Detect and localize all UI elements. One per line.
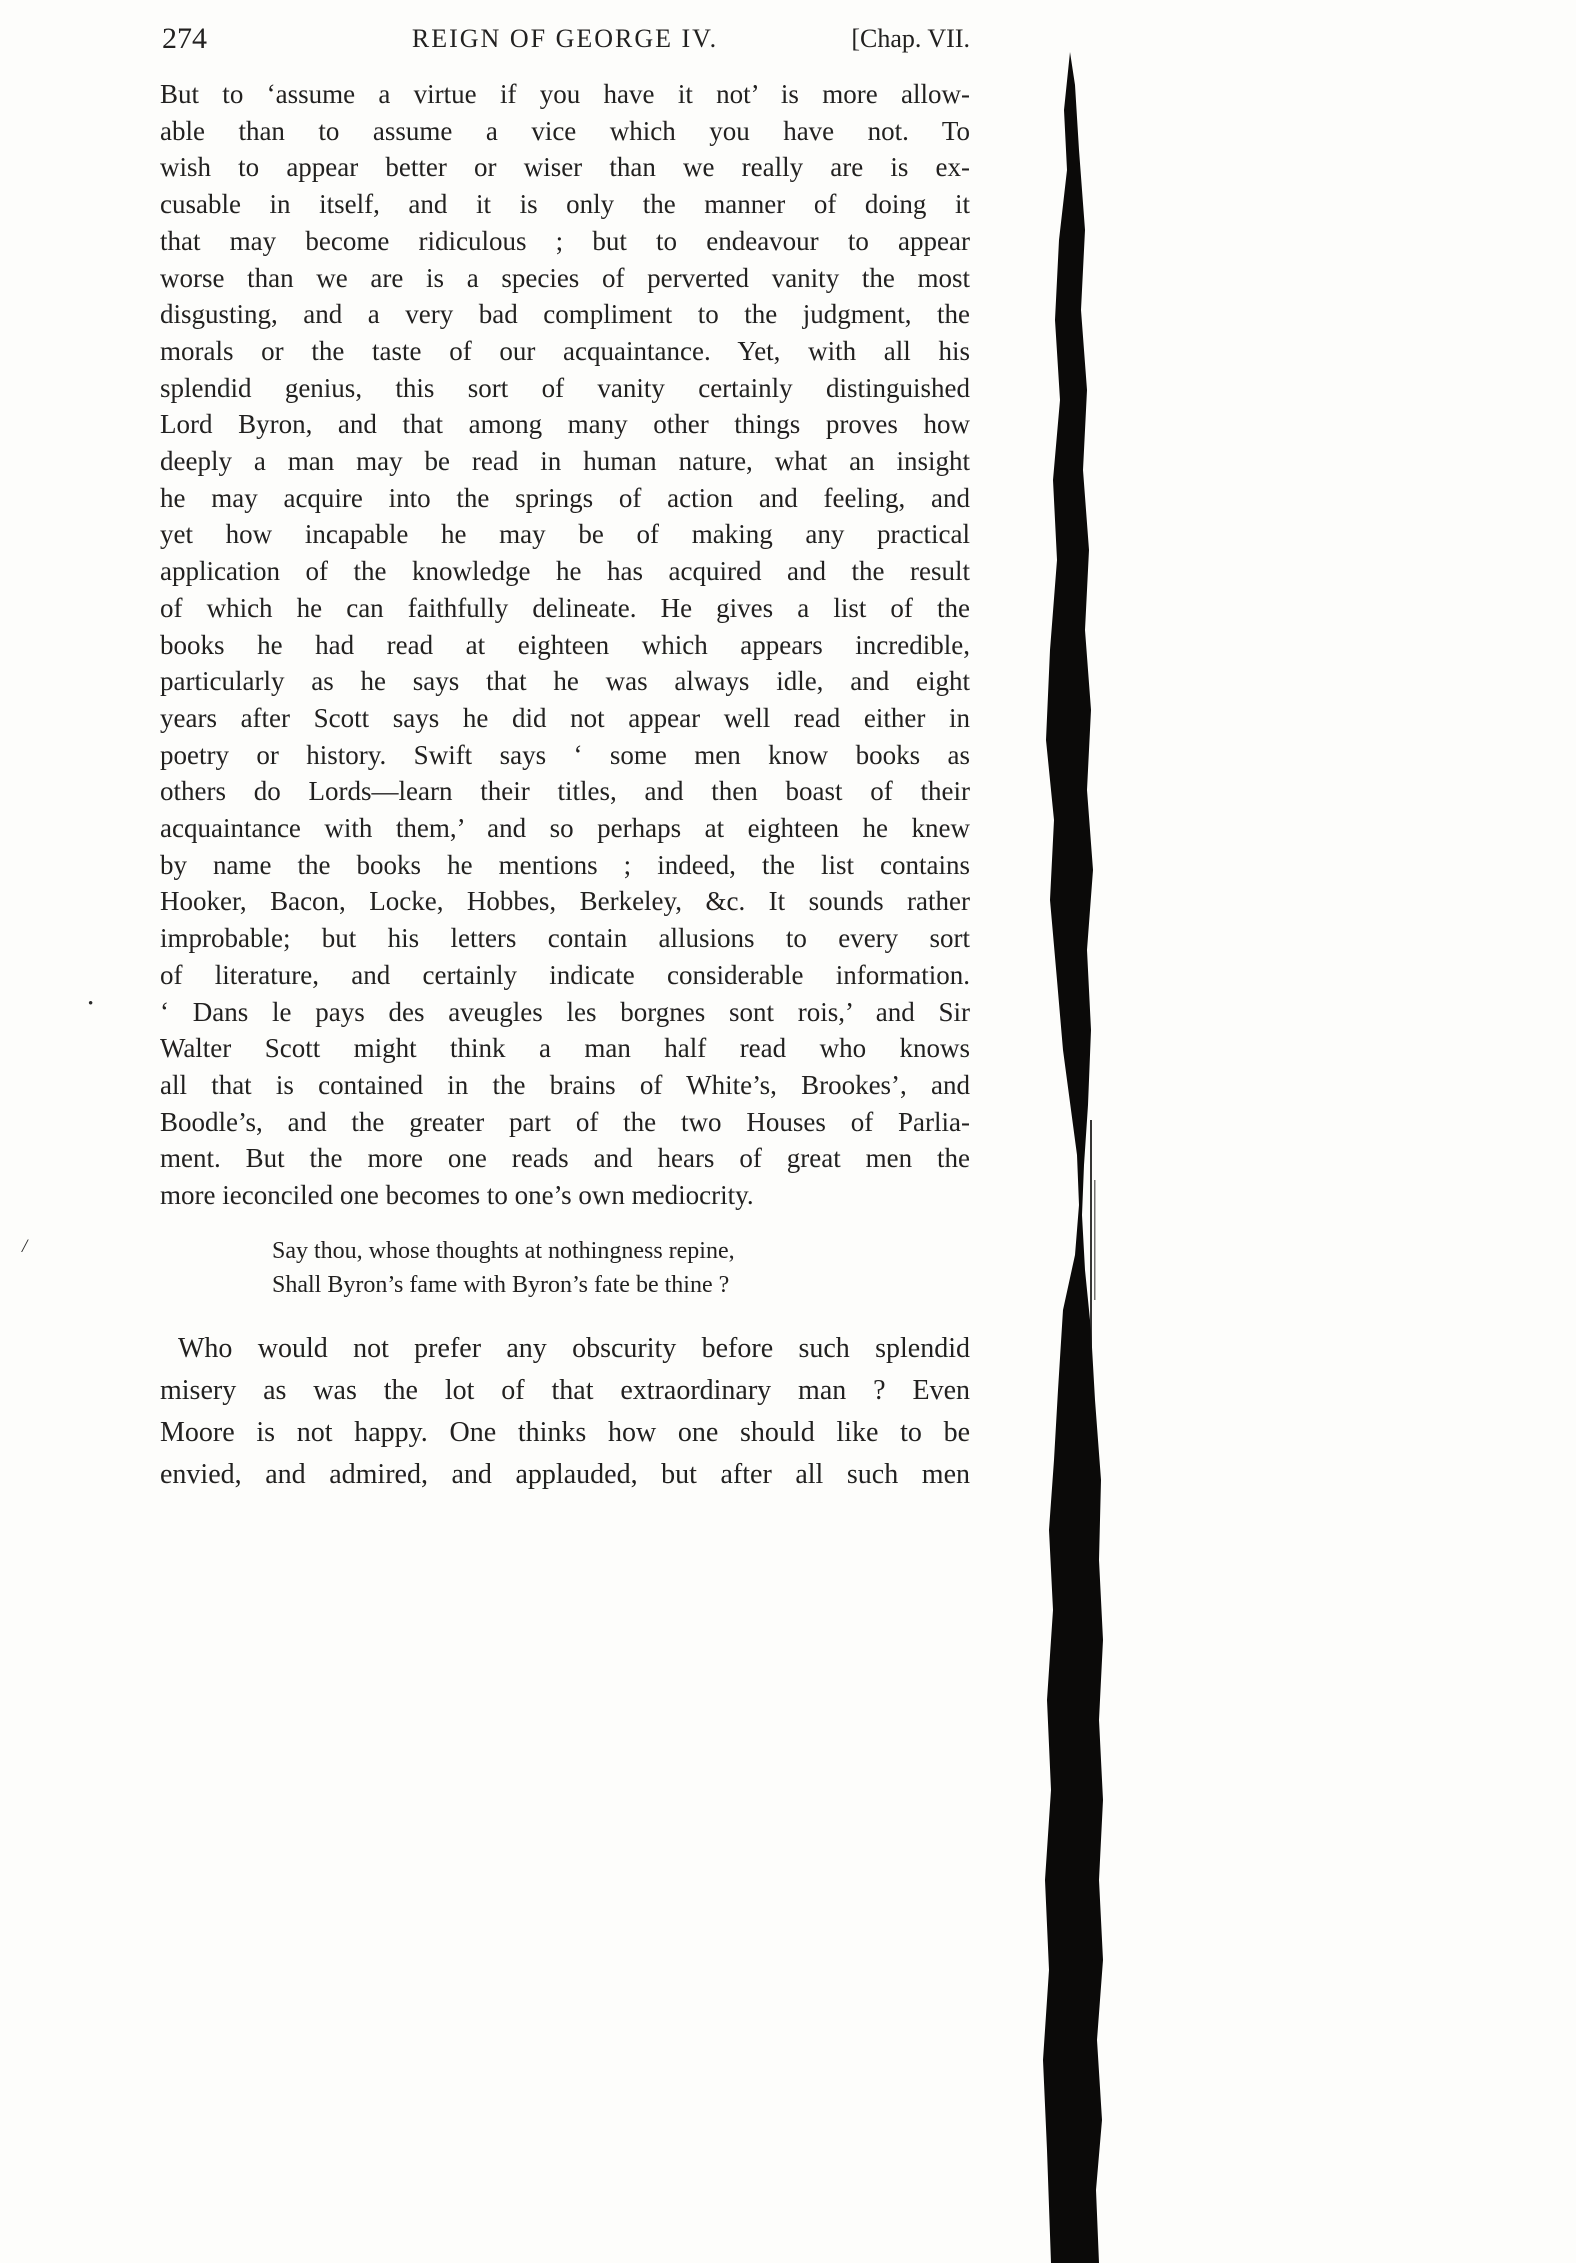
page-header [160,22,970,62]
text-line: worse than we are is a species of perverted vanity the most [160,262,970,293]
text-line: Say thou, whose thoughts at nothingness repine, [272,1237,735,1264]
text-line: able than to assume a vice which you have not. To [160,115,970,146]
text-line: all that is contained in the brains of White’s, Brookes’, and [160,1069,970,1100]
text-line: acquaintance with them,’ and so perhaps at eighteen he knew [160,813,970,844]
text-line: more ieconciled one becomes to one’s own mediocrity. [160,1180,754,1211]
chapter-header: [Chap. VII. [851,24,970,53]
text-line: poetry or history. Swift says ‘ some men know books as [160,739,970,770]
paragraph-2 [160,1328,970,1496]
marginal-mark-dot: • [88,996,94,1012]
text-line: that may become ridiculous ; but to endeavour to appear [160,225,970,256]
text-line: splendid genius, this sort of vanity certainly distinguished [160,372,970,403]
text-line: Lord Byron, and that among many other things proves how [160,409,970,440]
text-line: Boodle’s, and the greater part of the two Houses of Parlia- [160,1106,970,1137]
text-line: yet how incapable he may be of making any practical [160,519,970,550]
text-line: by name the books he mentions ; indeed, the list contains [160,849,970,880]
text-line: Walter Scott might think a man half read who knows [160,1033,970,1064]
text-line: of literature, and certainly indicate considerable information. [160,959,970,990]
scan-artifact-band [1030,0,1110,2263]
body-text [160,76,970,1496]
text-line: ‘ Dans le pays des aveugles les borgnes sont rois,’ and Sir [160,996,970,1027]
text-line: cusable in itself, and it is only the manner of doing it [160,189,970,220]
text-line: books he had read at eighteen which appears incredible, [160,629,970,660]
text-line: Hooker, Bacon, Locke, Hobbes, Berkeley, &c. It sounds rather [160,886,970,917]
paragraph-1 [160,76,970,1214]
text-line: But to ‘assume a virtue if you have it not’ is more allow- [160,79,970,109]
text-line: years after Scott says he did not appear well read either in [160,702,970,733]
text-line: misery as was the lot of that extraordinary man ? Even [160,1374,970,1406]
poem-quote [160,1234,970,1302]
text-line: disgusting, and a very bad compliment to the judgment, the [160,299,970,330]
text-line: envied, and admired, and applauded, but after all such men [160,1458,970,1490]
marginal-mark-slash: / [22,1236,28,1257]
text-line: Moore is not happy. One thinks how one should like to be [160,1416,970,1448]
text-line: improbable; but his letters contain allusions to every sort [160,923,970,954]
text-line: morals or the taste of our acquaintance. Yet, with all his [160,335,970,366]
text-line: of which he can faithfully delineate. He gives a list of the [160,592,970,623]
text-line: Who would not prefer any obscurity before such splendid [178,1332,970,1364]
text-line: others do Lords—learn their titles, and then boast of their [160,776,970,807]
text-line: particularly as he says that he was always idle, and eight [160,666,970,697]
text-line: ment. But the more one reads and hears of great men the [160,1143,970,1174]
running-header: REIGN OF GEORGE IV. [411,24,719,53]
page-number: 274 [162,22,207,55]
text-line: wish to appear better or wiser than we really are is ex- [160,152,970,183]
text-line: he may acquire into the springs of action and feeling, and [160,482,970,513]
text-line: Shall Byron’s fame with Byron’s fate be thine ? [272,1271,730,1298]
text-line: deeply a man may be read in human nature, what an insight [160,446,970,477]
text-line: application of the knowledge he has acquired and the result [160,556,970,587]
